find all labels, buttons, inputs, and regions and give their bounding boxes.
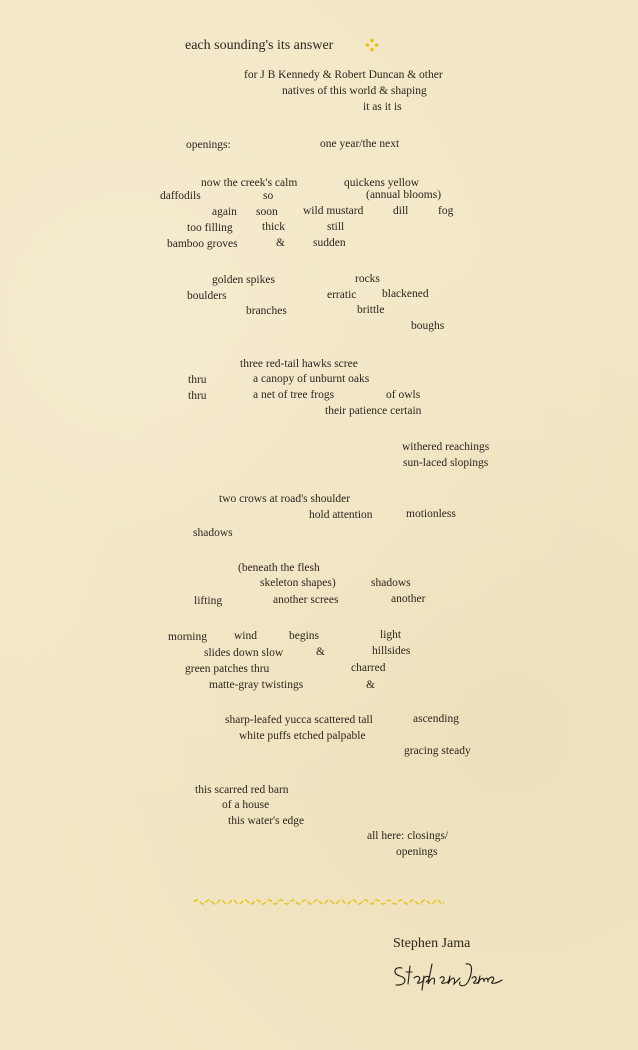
poem-word: skeleton shapes) (260, 577, 336, 589)
poem-word: sun-laced slopings (403, 457, 489, 469)
poem-word: light (380, 629, 402, 641)
poem-word: brittle (357, 304, 385, 316)
author-name: Stephen Jama (393, 936, 471, 951)
poem-word: hold attention (309, 509, 373, 521)
poem-word: another screes (273, 594, 339, 606)
poem-word: wild mustard (303, 205, 364, 217)
poem-word: boughs (411, 320, 445, 332)
poem-word: daffodils (160, 190, 201, 202)
poem-word: now the creek's calm (201, 177, 298, 189)
poem-word: again (212, 206, 237, 218)
poem-word: another (391, 593, 426, 605)
poem-word: fog (438, 205, 454, 217)
poem-word: too filling (187, 222, 233, 234)
poem-word: erratic (327, 289, 357, 301)
poem-word: withered reachings (402, 441, 490, 453)
dedication-line: natives of this world & shaping (282, 85, 427, 97)
poem-word: (beneath the flesh (238, 562, 320, 574)
poem-word: their patience certain (325, 405, 422, 417)
poem-word: morning (168, 631, 207, 643)
poem-word: blackened (382, 288, 429, 300)
poem-word: of owls (386, 389, 421, 401)
poem-word: green patches thru (185, 663, 270, 675)
poem-word: shadows (193, 527, 233, 539)
poem-word: all here: closings/ (367, 830, 449, 842)
poem-word: shadows (371, 577, 411, 589)
poem-word: bamboo groves (167, 238, 238, 250)
poem-word: branches (246, 305, 287, 317)
poem-word: a canopy of unburnt oaks (253, 373, 370, 385)
poem-word: & (316, 646, 325, 658)
poem-word: wind (234, 630, 257, 642)
poem-word: soon (256, 206, 278, 218)
poem-word: sudden (313, 237, 346, 249)
poem-word: of a house (222, 799, 270, 811)
poem-title: each sounding's its answer (185, 38, 334, 53)
poem-word: motionless (406, 508, 456, 520)
poem-word: charred (351, 662, 386, 674)
poem-word: a net of tree frogs (253, 389, 335, 401)
poem-word: dill (393, 205, 409, 217)
poem-word: white puffs etched palpable (239, 730, 366, 742)
poem-word: openings: (186, 139, 231, 151)
poem-word: sharp-leafed yucca scattered tall (225, 714, 373, 726)
poem-word: & (366, 679, 375, 691)
poem-word: golden spikes (212, 274, 275, 286)
poem-word: three red-tail hawks scree (240, 358, 358, 370)
poem-word: still (327, 221, 345, 233)
poem-word: & (276, 237, 285, 249)
poem-word: (annual blooms) (366, 189, 442, 201)
poem-word: thick (262, 221, 285, 233)
poem-word: thru (188, 374, 207, 386)
poem-word: one year/the next (320, 138, 400, 150)
poem-word: slides down slow (204, 647, 284, 659)
poem-word: rocks (355, 273, 380, 285)
poem-word: two crows at road's shoulder (219, 493, 351, 505)
poem-word: this scarred red barn (195, 784, 289, 796)
poem-word: hillsides (372, 645, 411, 657)
poem-word: this water's edge (228, 815, 305, 827)
four-dot-ornament-icon (365, 38, 379, 52)
handwritten-signature (388, 958, 506, 992)
wavy-rule-divider (192, 895, 446, 909)
dedication-line: it as it is (363, 101, 402, 113)
poem-word: lifting (194, 595, 223, 607)
poem-word: gracing steady (404, 745, 471, 757)
poem-word: so (263, 190, 274, 202)
dedication-line: for J B Kennedy & Robert Duncan & other (244, 69, 443, 81)
poem-word: boulders (187, 290, 227, 302)
poem-word: begins (289, 630, 320, 642)
poem-word: openings (396, 846, 438, 858)
poem-word: quickens yellow (344, 177, 420, 189)
poem-word: matte-gray twistings (209, 679, 304, 691)
poem-word: thru (188, 390, 207, 402)
poem-word: ascending (413, 713, 459, 725)
